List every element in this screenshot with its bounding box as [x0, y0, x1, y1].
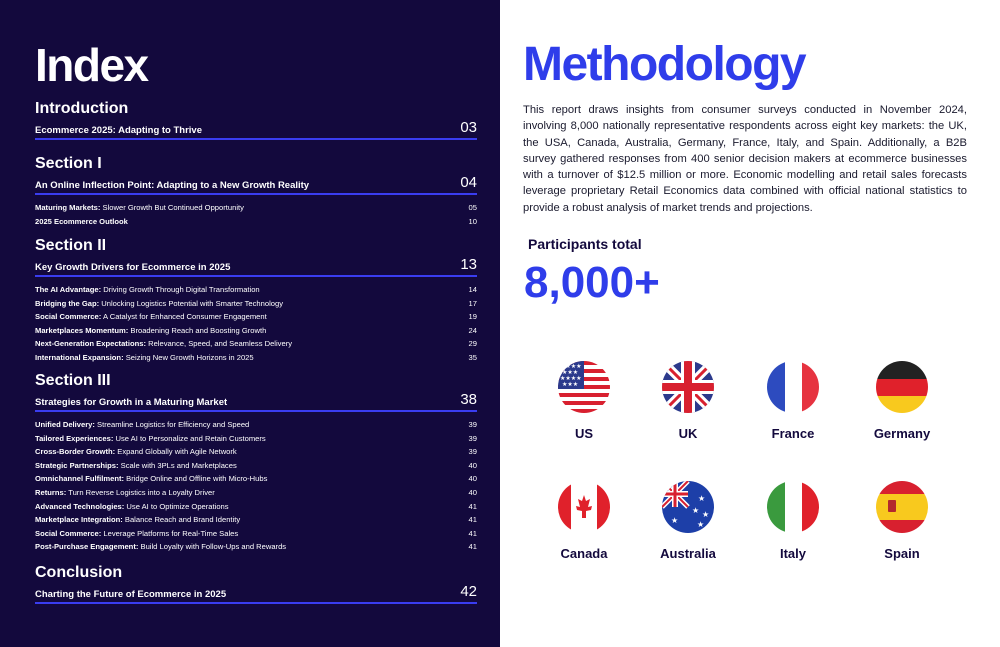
index-entry-page: 41 [468, 515, 477, 525]
index-entry-bold: Cross-Border Growth: [35, 447, 116, 457]
index-entry-text: Build Loyalty with Follow-Ups and Rewards [138, 542, 287, 552]
index-entry-bold: Marketplaces Momentum: [35, 325, 129, 335]
index-entry-text: Unlocking Logistics Potential with Smarter Technology [99, 298, 284, 308]
participants-value: 8,000+ [524, 258, 660, 307]
index-entry-label [35, 527, 238, 541]
index-entry-bold: Bridging the Gap: [35, 298, 100, 308]
index-entry-page: 19 [468, 312, 477, 322]
index-entry-text: Leverage Platforms for Real-Time Sales [101, 528, 239, 538]
svg-text:★★★: ★★★ [562, 369, 579, 376]
index-entry-label [35, 418, 249, 432]
svg-text:★: ★ [671, 516, 679, 525]
index-entry-text: Bridge Online and Offline with Micro-Hubs [124, 474, 268, 484]
index-entry-page: 24 [468, 325, 477, 335]
index-entry[interactable] [35, 297, 477, 311]
index-entry-text: Driving Growth Through Digital Transformation [101, 285, 260, 294]
index-entry[interactable] [35, 472, 477, 486]
index-entry-page: 35 [468, 352, 477, 362]
index-entry-text: Scale with 3PLs and Marketplaces [118, 460, 237, 470]
index-entry-text: Use AI to Personalize and Retain Customers [113, 433, 266, 443]
index-entry[interactable] [35, 418, 477, 432]
index-entry-page: 39 [468, 447, 477, 457]
index-entry[interactable] [35, 513, 477, 527]
section-heading-row[interactable] [35, 119, 477, 140]
us-flag-icon [558, 361, 610, 413]
section-title: Section III [35, 372, 111, 389]
index-entry-bold: Returns: [35, 487, 67, 497]
index-entry-bold: Advanced Technologies: [35, 501, 125, 511]
index-entry[interactable] [35, 486, 477, 500]
index-entry-page: 41 [468, 528, 477, 538]
index-entry[interactable] [35, 310, 477, 324]
section-page-number: 03 [460, 119, 477, 136]
index-entry-label [35, 351, 254, 365]
index-entry[interactable] [35, 527, 477, 541]
country-label-spain: Spain [884, 546, 920, 561]
section-page-number: 42 [460, 583, 477, 600]
italy-flag-icon [767, 481, 819, 533]
section-heading-row[interactable] [35, 256, 477, 277]
section-items [35, 283, 477, 365]
germany-flag-icon [876, 361, 928, 413]
section-heading-row[interactable] [35, 391, 477, 412]
index-entry-label [35, 297, 283, 311]
index-entry-label [35, 486, 215, 500]
index-entry[interactable] [35, 215, 477, 229]
index-entry-bold: Tailored Experiences: [35, 433, 114, 443]
country-label-us: US [574, 426, 594, 441]
index-entry[interactable] [35, 283, 477, 297]
index-entry-page: 29 [468, 339, 477, 349]
svg-text:★: ★ [702, 510, 710, 519]
section-page-number: 04 [460, 174, 477, 191]
index-entry-page: 10 [468, 216, 477, 226]
methodology-text: This report draws insights from consumer surveys conducted in November 2024, involving 8,000 nationally representative respondents across eight key markets: the UK, the USA, Canada, Australia, Germany, France, Italy, and Spain. Additionally, a B2B survey gathered responses from 400 senior decision makers at ecommerce businesses with a turnover of $12.5 million or more. Economic modelling and retail sales forecasts leverage proprietary Retail Economics data combined with official national statistics to provide a robust analysis of market trends and projections. [523, 104, 967, 214]
conclusion-section [35, 563, 477, 604]
index-entry-text: Relevance, Speed, and Seamless Delivery [145, 339, 293, 349]
index-entry[interactable] [35, 432, 477, 446]
section-items [35, 201, 477, 228]
index-entry-bold: Maturing Markets: [35, 203, 101, 212]
section-title: Conclusion [35, 564, 123, 581]
index-entry-label [35, 540, 286, 554]
index-entry-bold: 2025 Ecommerce Outlook [35, 216, 128, 226]
index-entry[interactable] [35, 324, 477, 338]
index-entry[interactable] [35, 459, 477, 473]
index-entry[interactable] [35, 500, 477, 514]
section-heading-row[interactable] [35, 583, 477, 604]
index-entry-bold: Strategic Partnerships: [35, 460, 119, 470]
index-entry-text: A Catalyst for Enhanced Consumer Engagement [101, 312, 267, 322]
index-entry-bold: Marketplace Integration: [35, 515, 123, 525]
section-heading-row[interactable] [35, 174, 477, 195]
index-entry-label [35, 513, 240, 527]
index-entry-label [35, 215, 128, 229]
country-label-france: France [771, 426, 815, 441]
index-entry[interactable] [35, 540, 477, 554]
index-entry-label [35, 472, 267, 486]
svg-text:★: ★ [697, 520, 705, 529]
index-entry-label [35, 500, 229, 514]
index-entry-label [35, 459, 237, 473]
section-page-number: 38 [460, 391, 477, 408]
index-entry-bold: The AI Advantage: [35, 285, 102, 294]
index-entry-label [35, 337, 292, 351]
index-entry-text: Balance Reach and Brand Identity [122, 515, 241, 525]
index-entry-text: Use AI to Optimize Operations [124, 501, 229, 511]
index-entry-label [35, 432, 266, 446]
index-entry[interactable] [35, 337, 477, 351]
index-entry-page: 17 [468, 298, 477, 308]
svg-text:★: ★ [692, 506, 700, 515]
index-entry-label [35, 324, 266, 338]
section-page-number: 13 [460, 256, 477, 273]
section-2 [35, 236, 477, 365]
canada-flag-icon [558, 481, 610, 533]
index-entry[interactable] [35, 351, 477, 365]
index-entry-bold: International Expansion: [35, 352, 124, 362]
introduction-section [35, 99, 477, 140]
index-entry-text: Expand Globally with Agile Network [115, 447, 237, 457]
index-entry-page: 14 [468, 285, 477, 294]
section-3 [35, 371, 477, 554]
index-entry-page: 05 [468, 203, 477, 212]
svg-text:★★★: ★★★ [562, 381, 579, 388]
index-entry-page: 41 [468, 542, 477, 552]
index-entry-label [35, 445, 237, 459]
section-title: Section II [35, 237, 107, 254]
index-entry-label [35, 201, 244, 215]
country-label-germany: Germany [873, 426, 931, 441]
uk-flag-icon [662, 361, 714, 413]
index-entry-bold: Social Commerce: [35, 528, 102, 538]
index-entry-label [35, 283, 260, 297]
index-entry-page: 39 [468, 433, 477, 443]
country-label-australia: Australia [660, 546, 716, 561]
methodology-title: Methodology [523, 38, 806, 91]
section-subtitle: An Online Inflection Point: Adapting to a New Growth Reality [35, 180, 310, 191]
index-entry-bold: Unified Delivery: [35, 420, 95, 429]
section-subtitle: Ecommerce 2025: Adapting to Thrive [35, 125, 203, 136]
index-title: Index [35, 39, 148, 91]
index-entry-text: Turn Reverse Logistics into a Loyalty Driver [66, 487, 215, 497]
index-entry-bold: Social Commerce: [35, 312, 102, 322]
index-entry-bold: Next-Generation Expectations: [35, 339, 146, 349]
index-entry-text: Streamline Logistics for Efficiency and Speed [94, 420, 250, 429]
index-entry-text: Slower Growth But Continued Opportunity [100, 203, 244, 212]
index-entry-page: 40 [468, 487, 477, 497]
country-label-uk: UK [678, 426, 698, 441]
section-subtitle: Strategies for Growth in a Maturing Market [35, 397, 228, 408]
svg-text:★: ★ [698, 494, 706, 503]
index-entry-text: Broadening Reach and Boosting Growth [128, 325, 267, 335]
index-entry-bold: Post-Purchase Engagement: [35, 542, 139, 552]
index-entry-page: 40 [468, 460, 477, 470]
index-entry-page: 40 [468, 474, 477, 484]
country-label-canada: Canada [560, 546, 608, 561]
svg-text:★★★★: ★★★★ [560, 363, 582, 370]
participants-label: Participants total [528, 236, 642, 252]
country-label-italy: Italy [779, 546, 806, 561]
svg-text:★★★★: ★★★★ [560, 375, 582, 382]
section-items [35, 418, 477, 554]
index-entry-text: Seizing New Growth Horizons in 2025 [123, 352, 254, 362]
australia-flag-icon [662, 481, 714, 533]
index-entry-page: 41 [468, 501, 477, 511]
section-1 [35, 154, 477, 228]
section-title: Section I [35, 155, 102, 172]
section-subtitle: Charting the Future of Ecommerce in 2025 [35, 589, 227, 600]
index-entry[interactable] [35, 201, 477, 215]
index-entry-label [35, 310, 267, 324]
section-title: Introduction [35, 100, 129, 117]
spain-flag-icon [876, 481, 928, 533]
section-subtitle: Key Growth Drivers for Ecommerce in 2025 [35, 262, 231, 273]
index-entry-page: 39 [468, 420, 477, 429]
index-entry-bold: Omnichannel Fulfilment: [35, 474, 125, 484]
index-entry[interactable] [35, 445, 477, 459]
france-flag-icon [767, 361, 819, 413]
